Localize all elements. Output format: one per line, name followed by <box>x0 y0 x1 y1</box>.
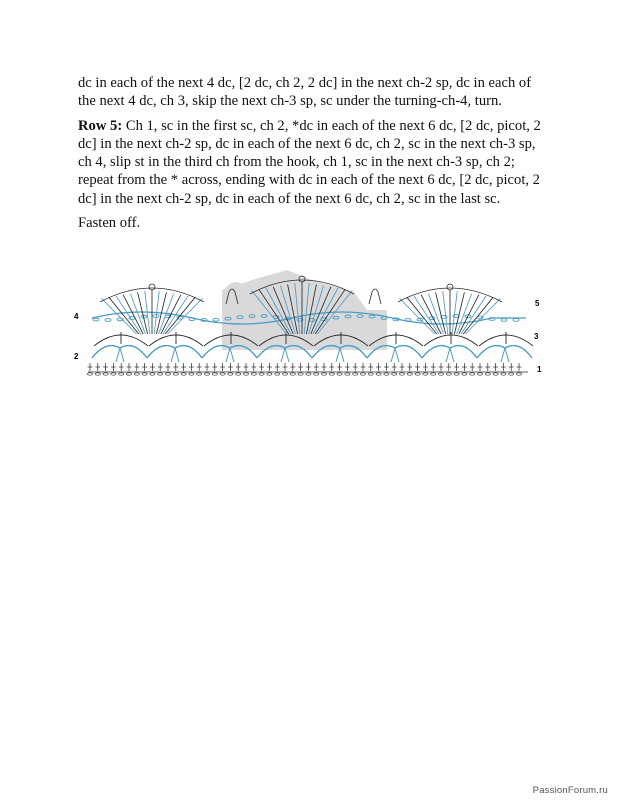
row-2-dc <box>120 348 124 362</box>
chain-stitch <box>251 373 256 375</box>
chain-stitch <box>321 373 326 375</box>
row-2-dc <box>501 348 505 362</box>
row-5-dc <box>102 298 137 334</box>
row-5-text: Ch 1, sc in the first sc, ch 2, *dc in each of the next 6 dc, [2 dc, picot, 2 dc] in the next ch-2 sp, dc in each of the next 6 dc, ch 2, sc in the next ch-3 sp, ch 4, slip st in the third ch from the hook, ch 1, sc in the next ch-3 sp, ch 2; repeat from the * across, ending with dc in each of the next 6 dc, [2 dc, picot, 2 dc] in the next ch-2 sp, dc in each of the next 6 dc, ch 2, sc in the last sc. <box>78 117 541 207</box>
chain-stitch <box>204 373 209 375</box>
row-2-dc <box>336 348 340 362</box>
chain-stitch <box>516 373 521 375</box>
row-5-dc <box>454 292 464 334</box>
chain-stitch <box>236 373 241 375</box>
row-4-chain-stitch <box>93 318 99 321</box>
instructions-text <box>78 74 548 238</box>
row-2-dc <box>505 348 509 362</box>
row-5-dc <box>400 298 435 334</box>
chain-stitch <box>173 373 178 375</box>
row-2-dc <box>175 348 179 362</box>
chain-stitch <box>376 373 381 375</box>
row-2-arch <box>477 346 532 358</box>
row-5-dc <box>138 292 148 334</box>
row-5-dc <box>443 291 448 334</box>
row-1-foundation <box>87 363 528 375</box>
chain-stitch <box>259 373 264 375</box>
chain-stitch <box>493 373 498 375</box>
row-5-label: Row 5: <box>78 117 123 134</box>
row-5-dc <box>109 297 139 334</box>
crochet-chart <box>74 262 550 380</box>
chain-stitch <box>150 373 155 375</box>
chain-stitch <box>212 373 217 375</box>
chain-stitch <box>337 373 342 375</box>
row-2-dc <box>285 348 289 362</box>
chain-stitch <box>95 373 100 375</box>
row-5-dc <box>463 297 493 334</box>
watermark: PassionForum.ru <box>532 785 608 796</box>
row-5-picot <box>149 284 155 290</box>
chain-stitch <box>306 373 311 375</box>
crochet-chart-svg <box>74 262 550 380</box>
row-5-dc <box>167 298 202 334</box>
row-2-dc <box>171 348 175 362</box>
row-5-picot <box>447 284 453 290</box>
chain-stitch <box>158 373 163 375</box>
chain-stitch <box>431 373 436 375</box>
row-5-dc <box>116 296 141 334</box>
row-4-chain-stitch <box>105 319 111 322</box>
row-2-dc <box>395 348 399 362</box>
row-5-dc <box>452 291 457 334</box>
chain-stitch <box>134 373 139 375</box>
row-number-1: 1 <box>537 365 542 374</box>
row-2-dc <box>391 348 395 362</box>
row-2-arch <box>422 346 477 358</box>
chain-stitch <box>282 373 287 375</box>
chain-stitch <box>126 373 131 375</box>
row-number-4: 4 <box>74 312 79 321</box>
chain-stitch <box>384 373 389 375</box>
chain-stitch <box>189 373 194 375</box>
chain-stitch <box>267 373 272 375</box>
row-2-dc <box>230 348 234 362</box>
chain-stitch <box>446 373 451 375</box>
chain-stitch <box>298 373 303 375</box>
chain-stitch <box>392 373 397 375</box>
row-5-dc <box>407 297 437 334</box>
chain-stitch <box>462 373 467 375</box>
chain-stitch <box>477 373 482 375</box>
chain-stitch <box>228 373 233 375</box>
chain-stitch <box>407 373 412 375</box>
row-5-picot-between <box>369 289 381 304</box>
chain-stitch <box>415 373 420 375</box>
row-4-chain-stitch <box>513 318 519 321</box>
row-5-dc <box>436 292 446 334</box>
paragraph-continued: dc in each of the next 4 dc, [2 dc, ch 2, 2 dc] in the next ch-2 sp, dc in each of the next 4 dc, ch 3, skip the next ch-3 sp, sc under the turning-ch-4, turn. <box>78 75 532 110</box>
row-2-dc <box>446 348 450 362</box>
chain-stitch <box>485 373 490 375</box>
row-2-arch <box>92 346 147 358</box>
row-2-dc <box>450 348 454 362</box>
chain-stitch <box>220 373 225 375</box>
chain-stitch <box>399 373 404 375</box>
paragraph-fasten-off: Fasten off. <box>78 215 141 232</box>
chain-stitch <box>119 373 124 375</box>
chain-stitch <box>243 373 248 375</box>
chain-stitch <box>142 373 147 375</box>
chain-stitch <box>438 373 443 375</box>
chain-stitch <box>275 373 280 375</box>
chain-stitch <box>454 373 459 375</box>
row-2-dc <box>226 348 230 362</box>
chain-stitch <box>345 373 350 375</box>
row-number-3: 3 <box>534 332 539 341</box>
row-2-dc <box>340 348 344 362</box>
chain-stitch <box>360 373 365 375</box>
chain-stitch <box>181 373 186 375</box>
chain-stitch <box>111 373 116 375</box>
chain-stitch <box>165 373 170 375</box>
row-2-dc <box>116 348 120 362</box>
chain-stitch <box>509 373 514 375</box>
chain-stitch <box>290 373 295 375</box>
chain-stitch <box>314 373 319 375</box>
chain-stitch <box>501 373 506 375</box>
chain-stitch <box>197 373 202 375</box>
row-5-dc <box>414 296 439 334</box>
chain-stitch <box>329 373 334 375</box>
row-4-chain-stitch <box>213 318 219 321</box>
paragraph-row-5 <box>78 117 548 208</box>
shaded-area <box>222 270 387 350</box>
chain-stitch <box>103 373 108 375</box>
chain-stitch <box>470 373 475 375</box>
row-2-arch <box>147 346 202 358</box>
chain-stitch <box>353 373 358 375</box>
chart-shaded-repeat <box>222 270 387 350</box>
row-4-chain-stitch <box>405 319 411 322</box>
row-4-chain-stitch <box>501 318 507 321</box>
row-2-dc <box>281 348 285 362</box>
row-5-dc <box>461 296 486 334</box>
chain-stitch <box>368 373 373 375</box>
chain-stitch <box>87 373 92 375</box>
row-number-5: 5 <box>535 299 540 308</box>
chain-stitch <box>423 373 428 375</box>
row-number-2: 2 <box>74 352 79 361</box>
